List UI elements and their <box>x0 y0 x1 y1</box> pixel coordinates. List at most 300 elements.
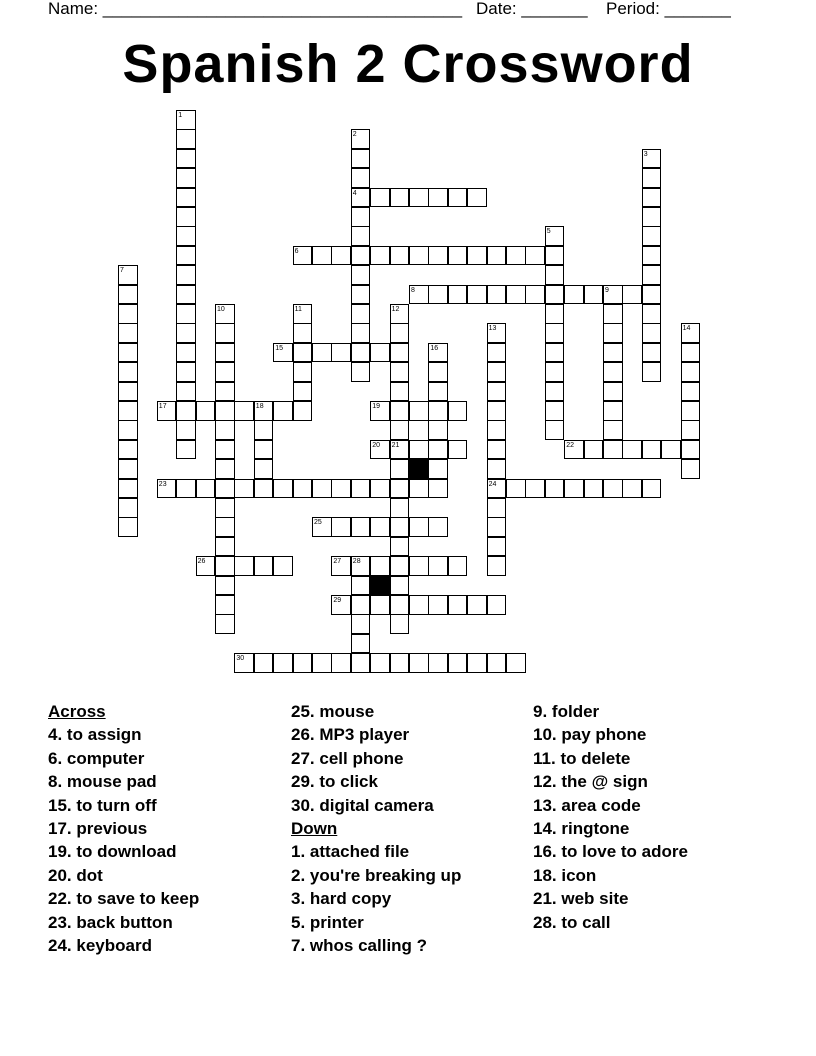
grid-cell[interactable] <box>487 362 507 382</box>
grid-cell[interactable] <box>351 246 371 266</box>
grid-cell[interactable] <box>390 517 410 537</box>
grid-cell[interactable] <box>118 343 138 363</box>
grid-cell[interactable] <box>409 479 429 499</box>
clue-item <box>533 747 688 770</box>
grid-cell[interactable] <box>487 440 507 460</box>
grid-cell[interactable] <box>603 362 623 382</box>
grid-cell[interactable] <box>428 401 448 421</box>
grid-cell[interactable] <box>331 556 351 576</box>
grid-cell[interactable] <box>564 285 584 305</box>
grid-cell[interactable] <box>118 304 138 324</box>
grid-cell[interactable] <box>545 323 565 343</box>
clue-item <box>291 700 461 723</box>
grid-cell[interactable] <box>545 479 565 499</box>
grid-cell[interactable] <box>642 440 662 460</box>
grid-cell[interactable] <box>545 285 565 305</box>
grid-cell[interactable] <box>545 401 565 421</box>
grid-cell[interactable] <box>487 323 507 343</box>
grid-cell[interactable] <box>215 479 235 499</box>
grid-cell[interactable] <box>118 498 138 518</box>
grid-cell[interactable] <box>215 498 235 518</box>
grid-cell[interactable] <box>564 479 584 499</box>
grid-cell[interactable] <box>603 304 623 324</box>
grid-cell[interactable] <box>642 362 662 382</box>
grid-cell[interactable] <box>545 265 565 285</box>
grid-cell[interactable] <box>293 382 313 402</box>
grid-cell[interactable] <box>176 440 196 460</box>
grid-cell[interactable] <box>176 362 196 382</box>
grid-cell[interactable] <box>467 595 487 615</box>
down-heading: Down <box>291 819 338 839</box>
clue-text: previous <box>76 819 148 839</box>
grid-cell[interactable] <box>642 207 662 227</box>
grid-cell[interactable] <box>196 479 216 499</box>
grid-cell[interactable] <box>176 110 196 130</box>
grid-cell[interactable] <box>642 149 662 169</box>
grid-cell[interactable] <box>312 653 332 673</box>
grid-cell[interactable] <box>525 479 545 499</box>
grid-cell[interactable] <box>428 517 448 537</box>
grid-cell[interactable] <box>293 653 313 673</box>
grid-cell[interactable] <box>603 440 623 460</box>
grid-cell[interactable] <box>428 246 448 266</box>
grid-cell[interactable] <box>467 188 487 208</box>
grid-cell[interactable] <box>487 498 507 518</box>
grid-cell[interactable] <box>487 285 507 305</box>
grid-cell[interactable] <box>254 420 274 440</box>
grid-cell[interactable] <box>370 188 390 208</box>
grid-cell[interactable] <box>273 479 293 499</box>
grid-cell[interactable] <box>487 595 507 615</box>
cell-number: 9 <box>605 286 609 294</box>
grid-cell[interactable] <box>409 595 429 615</box>
grid-cell[interactable] <box>409 188 429 208</box>
clue-item <box>291 887 461 910</box>
grid-cell[interactable] <box>603 323 623 343</box>
grid-cell[interactable] <box>234 401 254 421</box>
grid-cell[interactable] <box>603 343 623 363</box>
grid-cell[interactable] <box>390 420 410 440</box>
grid-cell[interactable] <box>428 188 448 208</box>
grid-cell[interactable] <box>661 440 681 460</box>
grid-cell[interactable] <box>390 556 410 576</box>
grid-cell[interactable] <box>390 440 410 460</box>
grid-cell[interactable] <box>642 323 662 343</box>
grid-cell[interactable] <box>428 440 448 460</box>
grid-cell[interactable] <box>351 517 371 537</box>
grid-cell[interactable] <box>603 285 623 305</box>
grid-cell[interactable] <box>351 207 371 227</box>
grid-cell[interactable] <box>448 440 468 460</box>
grid-cell[interactable] <box>118 479 138 499</box>
cell-number: 29 <box>333 597 342 604</box>
grid-cell[interactable] <box>642 304 662 324</box>
grid-cell[interactable] <box>351 479 371 499</box>
clue-item <box>48 747 199 770</box>
grid-cell[interactable] <box>603 420 623 440</box>
grid-cell[interactable] <box>176 343 196 363</box>
clue-column-2 <box>291 700 461 957</box>
grid-cell[interactable] <box>409 401 429 421</box>
grid-cell[interactable] <box>525 246 545 266</box>
grid-cell[interactable] <box>331 517 351 537</box>
worksheet-header <box>0 0 816 22</box>
grid-cell[interactable] <box>681 362 701 382</box>
grid-cell[interactable] <box>370 401 390 421</box>
grid-cell[interactable] <box>584 479 604 499</box>
grid-cell[interactable] <box>487 653 507 673</box>
grid-cell[interactable] <box>681 323 701 343</box>
cell-number: 22 <box>566 441 574 449</box>
grid-cell[interactable] <box>390 614 410 634</box>
grid-cell[interactable] <box>215 517 235 537</box>
grid-cell[interactable] <box>487 246 507 266</box>
grid-cell[interactable] <box>118 323 138 343</box>
grid-cell[interactable] <box>622 479 642 499</box>
grid-cell[interactable] <box>331 343 351 363</box>
grid-cell[interactable] <box>525 285 545 305</box>
grid-cell[interactable] <box>351 226 371 246</box>
grid-cell[interactable] <box>428 479 448 499</box>
grid-cell[interactable] <box>390 188 410 208</box>
grid-cell[interactable] <box>293 401 313 421</box>
grid-cell[interactable] <box>564 440 584 460</box>
grid-cell[interactable] <box>254 459 274 479</box>
grid-cell[interactable] <box>681 459 701 479</box>
grid-cell[interactable] <box>196 556 216 576</box>
clue-number: 10. <box>533 725 557 745</box>
grid-cell[interactable] <box>390 323 410 343</box>
grid-cell[interactable] <box>176 479 196 499</box>
grid-cell[interactable] <box>448 401 468 421</box>
grid-cell[interactable] <box>351 576 371 596</box>
grid-cell[interactable] <box>642 343 662 363</box>
grid-cell[interactable] <box>118 401 138 421</box>
grid-cell[interactable] <box>681 440 701 460</box>
grid-cell[interactable] <box>273 401 293 421</box>
grid-cell[interactable] <box>351 595 371 615</box>
clue-number: 27. <box>291 748 315 768</box>
grid-cell[interactable] <box>545 226 565 246</box>
clue-text: attached file <box>309 842 410 862</box>
grid-cell[interactable] <box>681 401 701 421</box>
grid-cell[interactable] <box>390 459 410 479</box>
clue-item <box>48 840 199 863</box>
grid-cell[interactable] <box>176 420 196 440</box>
grid-cell[interactable] <box>351 614 371 634</box>
grid-cell[interactable] <box>448 246 468 266</box>
clue-column-1 <box>48 700 199 957</box>
grid-cell[interactable] <box>428 343 448 363</box>
grid-cell[interactable] <box>390 362 410 382</box>
grid-cell[interactable] <box>487 459 507 479</box>
grid-cell[interactable] <box>234 556 254 576</box>
grid-cell[interactable] <box>487 537 507 557</box>
grid-cell[interactable] <box>370 517 390 537</box>
grid-cell[interactable] <box>681 343 701 363</box>
grid-cell[interactable] <box>196 401 216 421</box>
cell-number: 16 <box>430 344 439 352</box>
grid-cell[interactable] <box>603 382 623 402</box>
grid-cell[interactable] <box>351 304 371 324</box>
grid-cell[interactable] <box>487 420 507 440</box>
grid-cell[interactable] <box>176 401 196 421</box>
grid-cell[interactable] <box>390 382 410 402</box>
grid-cell[interactable] <box>293 304 313 324</box>
grid-cell[interactable] <box>176 149 196 169</box>
grid-cell[interactable] <box>215 382 235 402</box>
grid-cell[interactable] <box>642 168 662 188</box>
grid-cell[interactable] <box>487 401 507 421</box>
grid-cell[interactable] <box>215 323 235 343</box>
grid-cell[interactable] <box>390 653 410 673</box>
grid-cell[interactable] <box>176 265 196 285</box>
grid-cell[interactable] <box>157 479 177 499</box>
grid-cell[interactable] <box>428 420 448 440</box>
grid-cell[interactable] <box>176 246 196 266</box>
grid-cell[interactable] <box>428 362 448 382</box>
grid-cell[interactable] <box>642 265 662 285</box>
grid-cell[interactable] <box>351 556 371 576</box>
grid-cell[interactable] <box>273 653 293 673</box>
grid-cell[interactable] <box>428 556 448 576</box>
clue-item <box>291 911 461 934</box>
grid-cell[interactable] <box>215 556 235 576</box>
grid-cell[interactable] <box>428 653 448 673</box>
grid-cell[interactable] <box>215 614 235 634</box>
grid-cell[interactable] <box>428 459 448 479</box>
grid-cell[interactable] <box>176 129 196 149</box>
name-field[interactable]: Name: ______________________________________ <box>48 0 463 18</box>
grid-cell[interactable] <box>351 634 371 654</box>
grid-cell[interactable] <box>273 343 293 363</box>
grid-cell[interactable] <box>331 246 351 266</box>
clue-item <box>533 864 688 887</box>
grid-cell[interactable] <box>351 265 371 285</box>
grid-cell[interactable] <box>118 517 138 537</box>
grid-cell[interactable] <box>293 479 313 499</box>
grid-cell[interactable] <box>603 479 623 499</box>
grid-cell[interactable] <box>487 382 507 402</box>
grid-cell[interactable] <box>312 479 332 499</box>
grid-cell[interactable] <box>215 401 235 421</box>
grid-cell[interactable] <box>351 149 371 169</box>
grid-cell[interactable] <box>351 323 371 343</box>
grid-cell[interactable] <box>428 382 448 402</box>
grid-cell[interactable] <box>390 304 410 324</box>
grid-cell[interactable] <box>448 188 468 208</box>
grid-cell[interactable] <box>215 440 235 460</box>
grid-cell[interactable] <box>370 440 390 460</box>
grid-cell[interactable] <box>448 285 468 305</box>
grid-cell[interactable] <box>390 537 410 557</box>
grid-cell[interactable] <box>176 207 196 227</box>
cell-number: 3 <box>643 150 648 158</box>
grid-cell[interactable] <box>390 401 410 421</box>
grid-cell[interactable] <box>215 537 235 557</box>
grid-cell[interactable] <box>545 343 565 363</box>
grid-cell[interactable] <box>390 595 410 615</box>
grid-cell[interactable] <box>467 653 487 673</box>
grid-cell[interactable] <box>351 168 371 188</box>
clue-item <box>291 934 461 957</box>
grid-cell[interactable] <box>448 556 468 576</box>
grid-cell[interactable] <box>622 440 642 460</box>
cell-number: 4 <box>352 189 357 197</box>
grid-cell[interactable] <box>390 576 410 596</box>
grid-cell[interactable] <box>351 129 371 149</box>
grid-cell[interactable] <box>390 479 410 499</box>
grid-cell[interactable] <box>506 285 526 305</box>
grid-cell[interactable] <box>409 556 429 576</box>
grid-cell[interactable] <box>487 517 507 537</box>
grid-cell[interactable] <box>370 556 390 576</box>
grid-cell[interactable] <box>293 323 313 343</box>
grid-cell[interactable] <box>545 304 565 324</box>
clue-text: keyboard <box>76 936 152 956</box>
clue-text: dot <box>76 865 103 885</box>
grid-cell[interactable] <box>681 382 701 402</box>
grid-cell[interactable] <box>409 653 429 673</box>
grid-cell[interactable] <box>390 343 410 363</box>
grid-cell[interactable] <box>545 382 565 402</box>
clue-text: to delete <box>560 748 631 768</box>
grid-cell[interactable] <box>254 556 274 576</box>
grid-cell[interactable] <box>390 498 410 518</box>
grid-cell[interactable] <box>254 653 274 673</box>
grid-cell[interactable] <box>118 459 138 479</box>
grid-cell[interactable] <box>642 479 662 499</box>
grid-cell[interactable] <box>467 246 487 266</box>
clue-text: mouse <box>319 702 375 721</box>
grid-cell[interactable] <box>293 246 313 266</box>
clue-number: 30. <box>291 795 315 815</box>
grid-cell[interactable] <box>506 479 526 499</box>
grid-cell[interactable] <box>215 343 235 363</box>
grid-cell[interactable] <box>118 382 138 402</box>
grid-cell[interactable] <box>234 653 254 673</box>
clue-number: 25. <box>291 702 315 721</box>
grid-cell[interactable] <box>351 188 371 208</box>
grid-cell[interactable] <box>584 285 604 305</box>
grid-cell[interactable] <box>176 323 196 343</box>
grid-cell[interactable] <box>487 343 507 363</box>
grid-cell[interactable] <box>215 420 235 440</box>
grid-cell[interactable] <box>370 246 390 266</box>
grid-cell[interactable] <box>176 382 196 402</box>
period-field[interactable]: Period: _______ <box>606 0 731 18</box>
grid-cell[interactable] <box>176 188 196 208</box>
grid-cell[interactable] <box>370 479 390 499</box>
grid-cell[interactable] <box>545 420 565 440</box>
grid-cell[interactable] <box>622 285 642 305</box>
grid-cell[interactable] <box>331 595 351 615</box>
grid-cell[interactable] <box>157 401 177 421</box>
cell-number: 15 <box>275 344 283 352</box>
grid-cell[interactable] <box>370 653 390 673</box>
grid-cell[interactable] <box>254 479 274 499</box>
grid-cell[interactable] <box>487 556 507 576</box>
clue-item <box>533 700 688 723</box>
grid-cell[interactable] <box>409 517 429 537</box>
grid-cell[interactable] <box>428 285 448 305</box>
grid-cell[interactable] <box>176 168 196 188</box>
clue-item <box>533 770 688 793</box>
grid-cell[interactable] <box>312 246 332 266</box>
grid-cell[interactable] <box>293 362 313 382</box>
grid-cell[interactable] <box>642 246 662 266</box>
grid-cell[interactable] <box>351 653 371 673</box>
grid-cell[interactable] <box>215 362 235 382</box>
grid-cell[interactable] <box>409 246 429 266</box>
clue-text: you're breaking up <box>309 865 462 885</box>
grid-cell[interactable] <box>545 362 565 382</box>
grid-cell[interactable] <box>351 285 371 305</box>
grid-cell[interactable] <box>370 343 390 363</box>
grid-cell[interactable] <box>215 576 235 596</box>
grid-cell[interactable] <box>681 420 701 440</box>
grid-cell[interactable] <box>273 556 293 576</box>
grid-cell[interactable] <box>118 420 138 440</box>
grid-cell[interactable] <box>448 595 468 615</box>
grid-cell[interactable] <box>118 285 138 305</box>
grid-cell[interactable] <box>118 265 138 285</box>
grid-cell[interactable] <box>506 653 526 673</box>
grid-cell[interactable] <box>409 285 429 305</box>
clue-item <box>291 840 461 863</box>
grid-cell[interactable] <box>331 479 351 499</box>
grid-cell[interactable] <box>215 595 235 615</box>
cell-number: 25 <box>314 519 322 527</box>
grid-cell[interactable] <box>254 440 274 460</box>
grid-cell[interactable] <box>467 285 487 305</box>
grid-cell[interactable] <box>603 401 623 421</box>
grid-cell[interactable] <box>409 440 429 460</box>
grid-cell[interactable] <box>584 440 604 460</box>
grid-cell[interactable] <box>370 595 390 615</box>
grid-cell[interactable] <box>487 479 507 499</box>
grid-cell[interactable] <box>351 362 371 382</box>
grid-cell[interactable] <box>448 653 468 673</box>
grid-cell[interactable] <box>545 246 565 266</box>
grid-cell[interactable] <box>506 246 526 266</box>
grid-cell[interactable] <box>642 226 662 246</box>
grid-cell[interactable] <box>351 343 371 363</box>
grid-cell[interactable] <box>331 653 351 673</box>
grid-cell[interactable] <box>642 188 662 208</box>
cell-number: 10 <box>217 306 225 313</box>
grid-cell[interactable] <box>176 304 196 324</box>
grid-cell[interactable] <box>118 440 138 460</box>
grid-cell[interactable] <box>176 226 196 246</box>
grid-cell[interactable] <box>642 285 662 305</box>
grid-cell[interactable] <box>215 304 235 324</box>
cell-number: 5 <box>546 228 551 236</box>
grid-cell[interactable] <box>176 285 196 305</box>
grid-cell[interactable] <box>254 401 274 421</box>
grid-cell[interactable] <box>312 343 332 363</box>
grid-cell[interactable] <box>312 517 332 537</box>
grid-cell[interactable] <box>293 343 313 363</box>
grid-cell[interactable] <box>390 246 410 266</box>
date-field[interactable]: Date: _______ <box>476 0 588 18</box>
cell-number: 13 <box>488 325 497 333</box>
grid-cell[interactable] <box>234 479 254 499</box>
grid-cell[interactable] <box>118 362 138 382</box>
grid-cell[interactable] <box>428 595 448 615</box>
grid-cell[interactable] <box>215 459 235 479</box>
clue-number: 29. <box>291 772 315 792</box>
